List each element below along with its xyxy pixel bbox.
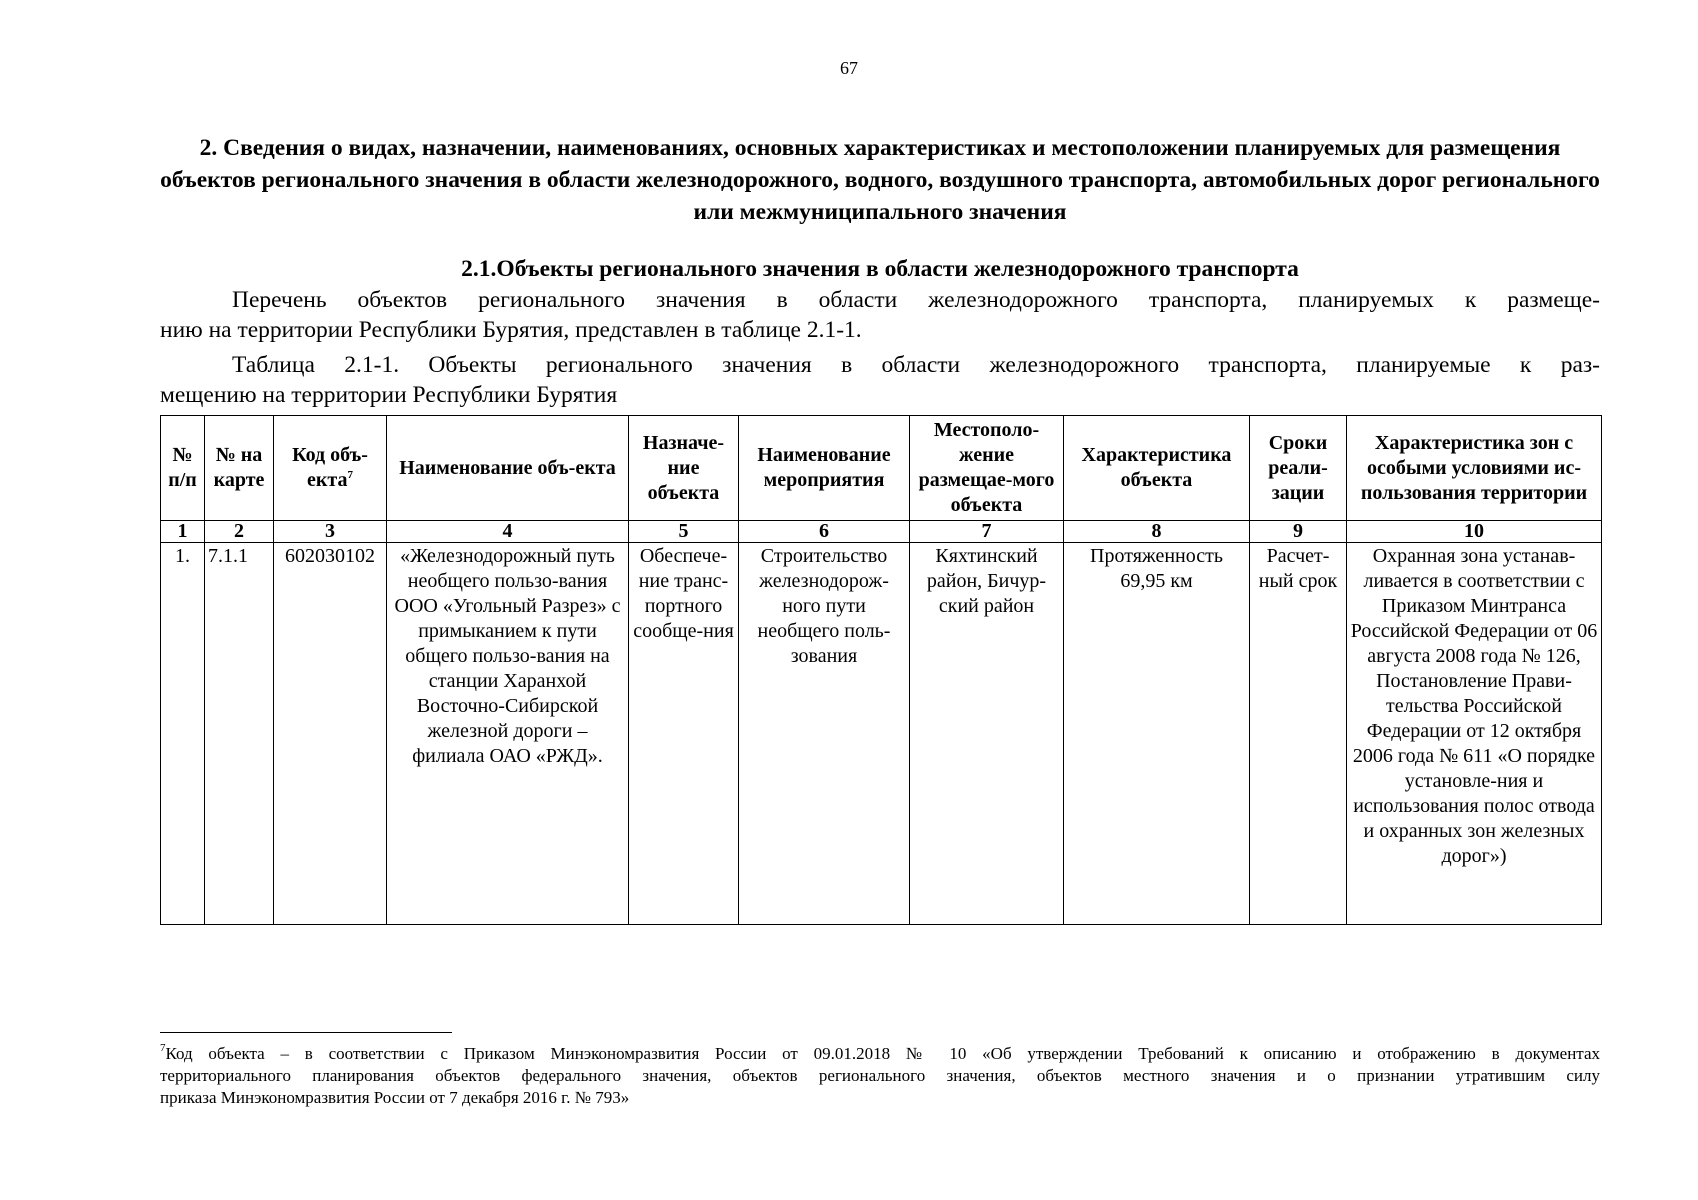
header-object-location: Местополо-жение размещае-мого объекта xyxy=(910,416,1064,521)
footnote xyxy=(160,1043,1600,1109)
objects-table xyxy=(160,415,1602,925)
section-heading: 2. Сведения о видах, назначении, наименованиях, основных характеристиках и местоположении планируемых для размещения объектов регионального значения в области железнодорожного, водного, воздушного транспорта, автомобильных дорог регионального или межмуниципального значения xyxy=(160,135,1600,225)
header-special-zones: Характеристика зон с особыми условиями ис-пользования территории xyxy=(1347,416,1602,521)
column-number: 4 xyxy=(387,521,629,543)
footnote-text-1: Код объекта – в соответствии с Приказом Минэкономразвития России от 09.01.2018 № 10 «Об утверждении Требований к описанию и отображению в документах xyxy=(165,1044,1600,1063)
header-object-purpose: Назначе-ние объекта xyxy=(629,416,739,521)
header-object-code-label: Код объ-екта xyxy=(292,444,368,491)
table-row xyxy=(161,543,1602,925)
column-number-row xyxy=(161,521,1602,543)
footnote-mark: 7 xyxy=(160,1042,166,1054)
footnote-separator xyxy=(160,1032,452,1033)
header-object-name: Наименование объ-екта xyxy=(387,416,629,521)
column-number: 8 xyxy=(1064,521,1250,543)
cell-map-number: 7.1.1 xyxy=(205,543,274,925)
intro-paragraph xyxy=(160,285,1600,345)
column-number: 2 xyxy=(205,521,274,543)
cell-row-number: 1. xyxy=(161,543,205,925)
table-caption-line-2: мещению на территории Республики Бурятия xyxy=(160,382,618,408)
column-number: 9 xyxy=(1250,521,1347,543)
header-action-name: Наименование мероприятия xyxy=(739,416,910,521)
cell-implementation-term: Расчет-ный срок xyxy=(1250,543,1347,925)
cell-object-name: «Железнодорожный путь необщего пользо-вания ООО «Угольный Разрез» с примыканием к пути общего пользо-вания на станции Харанхой Восточно-Сибирской железной дороги – филиала ОАО «РЖД». xyxy=(387,543,629,925)
column-number: 3 xyxy=(274,521,387,543)
subsection-heading: 2.1.Объекты регионального значения в области железнодорожного транспорта xyxy=(461,256,1299,282)
header-row-number: № п/п xyxy=(161,416,205,521)
column-number: 1 xyxy=(161,521,205,543)
header-implementation-term: Сроки реали-зации xyxy=(1250,416,1347,521)
cell-object-purpose: Обеспече-ние транс-портного сообще-ния xyxy=(629,543,739,925)
column-number: 10 xyxy=(1347,521,1602,543)
cell-object-location: Кяхтинский район, Бичур-ский район xyxy=(910,543,1064,925)
header-map-number: № на карте xyxy=(205,416,274,521)
column-number: 5 xyxy=(629,521,739,543)
page-number: 67 xyxy=(840,58,858,78)
table-caption-line-1: Таблица 2.1-1. Объекты регионального значения в области железнодорожного транспорта, планируемые к раз- xyxy=(232,352,1600,378)
footnote-reference: 7 xyxy=(347,469,353,481)
footnote-line-1 xyxy=(160,1043,1600,1065)
table-caption xyxy=(160,350,1600,410)
header-object-characteristic: Характеристика объекта xyxy=(1064,416,1250,521)
table-header-row xyxy=(161,416,1602,521)
intro-line-1: Перечень объектов регионального значения в области железнодорожного транспорта, планируемых к размеще- xyxy=(232,287,1600,313)
cell-object-code: 602030102 xyxy=(274,543,387,925)
footnote-line-2: территориального планирования объектов федерального значения, объектов регионального значения, объектов местного значения и о признании утратившим силу xyxy=(160,1066,1600,1085)
cell-action-name: Строительство железнодорож-ного пути необщего поль-зования xyxy=(739,543,910,925)
column-number: 6 xyxy=(739,521,910,543)
column-number: 7 xyxy=(910,521,1064,543)
cell-object-characteristic: Протяженность 69,95 км xyxy=(1064,543,1250,925)
intro-line-2: нию на территории Республики Бурятия, представлен в таблице 2.1-1. xyxy=(160,317,862,343)
cell-special-zones: Охранная зона устанав-ливается в соответствии с Приказом Минтранса Российской Федерации от 06 августа 2008 года № 126, Постановление Прави-тельства Российской Федерации от 12 октября 2006 года № 611 «О порядке установле-ния и использования полос отвода и охранных зон железных дорог») xyxy=(1347,543,1602,925)
footnote-line-3: приказа Минэкономразвития России от 7 декабря 2016 г. № 793» xyxy=(160,1088,630,1107)
header-object-code xyxy=(274,416,387,521)
